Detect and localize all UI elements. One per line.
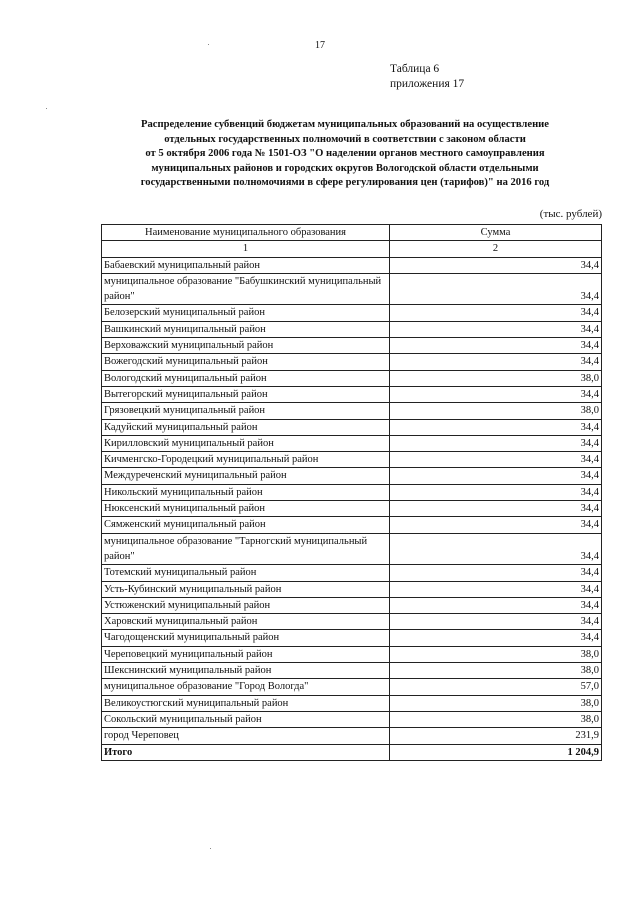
table-row (102, 711, 602, 727)
subvention-sum: 38,0 (390, 663, 602, 679)
subvention-sum: 34,4 (390, 321, 602, 337)
municipality-name: Вашкинский муниципальный район (102, 321, 390, 337)
total-label: Итого (102, 744, 390, 760)
table-header-row (102, 225, 602, 241)
table-row (102, 501, 602, 517)
table-row (102, 614, 602, 630)
title-line: Распределение субвенций бюджетам муниципальных образований на осуществление (141, 119, 549, 130)
table-reference-line: приложения 17 (390, 78, 465, 90)
table-row (102, 419, 602, 435)
municipality-name: Кичменгско-Городецкий муниципальный район (102, 452, 390, 468)
column-number: 2 (390, 241, 602, 257)
table-row (102, 695, 602, 711)
subvention-sum: 231,9 (390, 728, 602, 744)
total-row (102, 744, 602, 760)
table-row (102, 354, 602, 370)
table-reference-line: Таблица 6 (390, 63, 440, 75)
municipality-name: Вытегорский муниципальный район (102, 386, 390, 402)
table-row (102, 517, 602, 533)
table-row (102, 468, 602, 484)
page-number: 17 (315, 40, 325, 51)
municipality-name: Бабаевский муниципальный район (102, 257, 390, 273)
subvention-sum: 34,4 (390, 419, 602, 435)
subvention-sum: 34,4 (390, 354, 602, 370)
table-reference (390, 62, 464, 92)
municipality-name: Нюксенский муниципальный район (102, 501, 390, 517)
municipality-name: Верховажский муниципальный район (102, 338, 390, 354)
subvention-sum: 38,0 (390, 403, 602, 419)
total-sum: 1 204,9 (390, 744, 602, 760)
municipality-name: Грязовецкий муниципальный район (102, 403, 390, 419)
municipality-name: Кирилловский муниципальный район (102, 435, 390, 451)
title-line: государственными полномочиями в сфере регулирования цен (тарифов)" на 2016 год (140, 177, 550, 189)
column-number-row (102, 241, 602, 257)
municipality-name: муниципальное образование "Бабушкинский муниципальный район" (102, 273, 390, 305)
municipality-name: муниципальное образование "Город Вологда" (102, 679, 390, 695)
table-row (102, 257, 602, 273)
municipality-name: Усть-Кубинский муниципальный район (102, 581, 390, 597)
municipality-name: Вологодский муниципальный район (102, 370, 390, 386)
table-row (102, 403, 602, 419)
table-row (102, 565, 602, 581)
subvention-sum: 38,0 (390, 711, 602, 727)
title-line: отдельных государственных полномочий в соответствии с законом области (164, 133, 526, 145)
table-row (102, 273, 602, 305)
municipality-name: Кадуйский муниципальный район (102, 419, 390, 435)
municipality-name: город Череповец (102, 728, 390, 744)
table-row (102, 533, 602, 565)
subvention-sum: 34,4 (390, 386, 602, 402)
table-row (102, 728, 602, 744)
table-row (102, 338, 602, 354)
scan-speck (46, 108, 47, 109)
subvention-sum: 38,0 (390, 370, 602, 386)
scan-speck (210, 848, 211, 849)
scan-speck (208, 44, 209, 45)
table-row (102, 386, 602, 402)
subvention-sum: 34,4 (390, 257, 602, 273)
table-row (102, 581, 602, 597)
subvention-sum: 34,4 (390, 435, 602, 451)
municipality-name: Шекснинский муниципальный район (102, 663, 390, 679)
municipality-name: Никольский муниципальный район (102, 484, 390, 500)
subvention-table (101, 224, 602, 761)
municipality-name: Великоустюгский муниципальный район (102, 695, 390, 711)
municipality-name: Сямженский муниципальный район (102, 517, 390, 533)
table-row (102, 435, 602, 451)
table-row (102, 597, 602, 613)
subvention-sum: 34,4 (390, 517, 602, 533)
subvention-sum: 34,4 (390, 501, 602, 517)
subvention-sum: 34,4 (390, 484, 602, 500)
subvention-sum: 34,4 (390, 630, 602, 646)
municipality-name: Чагодощенский муниципальный район (102, 630, 390, 646)
table-row (102, 646, 602, 662)
subvention-sum: 34,4 (390, 597, 602, 613)
table-row (102, 321, 602, 337)
subvention-sum: 38,0 (390, 646, 602, 662)
units-label: (тыс. рублей) (539, 208, 602, 220)
municipality-name: Белозерский муниципальный район (102, 305, 390, 321)
title-line: от 5 октября 2006 года № 1501-ОЗ "О наделении органов местного самоуправления (145, 148, 545, 160)
table-row (102, 452, 602, 468)
municipality-name: муниципальное образование "Тарногский муниципальный район" (102, 533, 390, 565)
table-row (102, 630, 602, 646)
municipality-name: Междуреченский муниципальный район (102, 468, 390, 484)
subvention-sum: 34,4 (390, 452, 602, 468)
column-number: 1 (102, 241, 390, 257)
table-row (102, 484, 602, 500)
municipality-name: Череповецкий муниципальный район (102, 646, 390, 662)
municipality-name: Сокольский муниципальный район (102, 711, 390, 727)
subvention-sum: 34,4 (390, 305, 602, 321)
table-row (102, 305, 602, 321)
subvention-sum: 34,4 (390, 468, 602, 484)
municipality-name: Вожегодский муниципальный район (102, 354, 390, 370)
subvention-sum: 34,4 (390, 338, 602, 354)
municipality-name: Харовский муниципальный район (102, 614, 390, 630)
table-row (102, 663, 602, 679)
municipality-name: Тотемский муниципальный район (102, 565, 390, 581)
header-sum: Сумма (390, 225, 602, 241)
document-title (95, 118, 595, 191)
subvention-sum: 34,4 (390, 565, 602, 581)
municipality-name: Устюженский муниципальный район (102, 597, 390, 613)
table-row (102, 370, 602, 386)
title-line: муниципальных районов и городских округов Вологодской области отдельными (151, 162, 539, 174)
subvention-sum: 34,4 (390, 533, 602, 565)
table-row (102, 679, 602, 695)
subvention-sum: 34,4 (390, 581, 602, 597)
header-name: Наименование муниципального образования (102, 225, 390, 241)
subvention-sum: 34,4 (390, 614, 602, 630)
subvention-sum: 34,4 (390, 273, 602, 305)
subvention-sum: 38,0 (390, 695, 602, 711)
subvention-sum: 57,0 (390, 679, 602, 695)
